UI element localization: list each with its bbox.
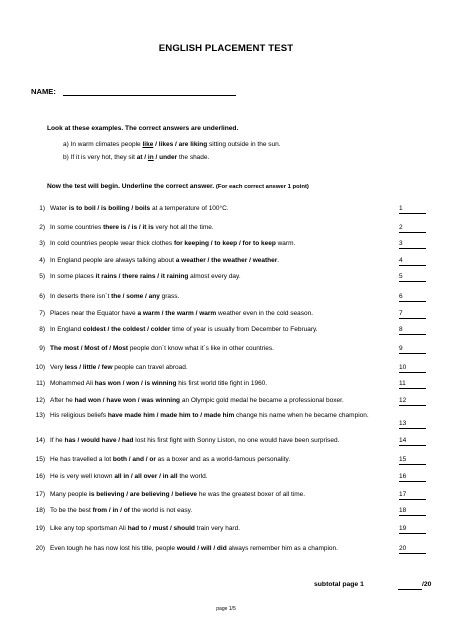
answer-blank[interactable]: 17	[399, 491, 426, 500]
question-text	[50, 293, 390, 301]
instructions-intro: Look at these examples. The correct answers are underlined.	[47, 125, 239, 132]
answer-blank[interactable]: 15	[399, 456, 426, 465]
question-number: 1)	[39, 205, 45, 212]
question-stem: His religious beliefs	[50, 412, 108, 419]
question-number: 19)	[35, 525, 45, 532]
question-stem-end: an Olympic gold medal he became a professional boxer.	[180, 397, 344, 404]
page-number: page 1/5	[216, 606, 236, 612]
question-stem-end: as a boxer and as a world-famous personality.	[155, 456, 291, 463]
answer-options[interactable]: both / and / or	[112, 456, 156, 463]
answer-options[interactable]: all in / all over / in all	[114, 473, 178, 480]
question-text	[50, 412, 390, 420]
question-text	[50, 224, 390, 232]
example-separator: /	[153, 141, 159, 148]
question-number: 14)	[35, 437, 45, 444]
question-stem: Water	[50, 205, 69, 212]
example-separator: /	[153, 154, 160, 161]
question-stem-end: change his name when he became champion.	[234, 412, 369, 419]
question-stem-end: grass.	[159, 293, 180, 300]
question-stem-end: the world is not easy.	[129, 507, 193, 514]
question-number: 11)	[36, 380, 45, 387]
question-stem-end: .	[277, 257, 280, 264]
question-number: 17)	[35, 491, 45, 498]
answer-options[interactable]: have made him / made him to / made him	[107, 412, 235, 419]
example-option: likes	[158, 141, 174, 148]
question-stem: He has travelled a lot	[50, 456, 113, 463]
question-stem-end: train very hard.	[194, 525, 241, 532]
question-stem: He is very well known	[50, 473, 115, 480]
example-option: under	[159, 154, 178, 161]
answer-options[interactable]: The most / Most of / Most	[50, 345, 128, 352]
question-number: 13)	[35, 412, 45, 419]
answer-blank[interactable]: 4	[399, 257, 426, 266]
question-text	[50, 456, 390, 464]
question-stem: Many people	[50, 491, 90, 498]
question-stem-end: almost every day.	[188, 273, 241, 280]
answer-blank[interactable]: 5	[399, 273, 426, 282]
question-text	[50, 545, 390, 553]
question-stem: In deserts there isn´t	[50, 293, 112, 300]
question-text	[50, 364, 390, 372]
question-stem: After he	[50, 397, 75, 404]
question-stem: Places near the Equator have	[50, 310, 138, 317]
question-stem-end: time of year is usually from December to February.	[170, 326, 318, 333]
answer-blank[interactable]: 20	[399, 545, 426, 554]
example-text: b) If it is very hot, they sit	[63, 154, 137, 161]
answer-options[interactable]: there is / is / it is	[103, 224, 154, 231]
question-text	[50, 491, 390, 499]
answer-options[interactable]: had won / have won / was winning	[74, 397, 181, 404]
answer-blank[interactable]: 1	[399, 205, 426, 214]
question-number: 5)	[39, 273, 45, 280]
name-label: NAME:	[31, 87, 56, 96]
answer-options[interactable]: has / would have / had	[64, 437, 134, 444]
question-text	[50, 240, 390, 248]
question-stem: In England	[50, 326, 83, 333]
answer-blank[interactable]: 12	[399, 397, 426, 406]
answer-blank[interactable]: 8	[399, 326, 426, 335]
question-text	[50, 397, 390, 405]
question-number: 3)	[39, 240, 45, 247]
answer-options[interactable]: a weather / the weather / weather	[175, 257, 278, 264]
answer-blank[interactable]: 9	[399, 345, 426, 354]
question-number: 2)	[39, 224, 45, 231]
answer-blank[interactable]: 19	[399, 525, 426, 534]
question-text	[50, 473, 390, 481]
question-stem: To be the best	[50, 507, 93, 514]
question-stem: Very	[50, 364, 65, 371]
question-stem-end: the world.	[177, 473, 208, 480]
question-number: 15)	[35, 456, 45, 463]
question-number: 8)	[39, 326, 45, 333]
page-title: ENGLISH PLACEMENT TEST	[158, 43, 294, 54]
answer-blank[interactable]: 6	[399, 293, 426, 302]
question-text	[50, 273, 390, 281]
answer-blank[interactable]: 16	[399, 473, 426, 482]
question-stem-end: always remember him as a champion.	[226, 545, 338, 552]
question-stem: If he	[50, 437, 65, 444]
example-b	[63, 154, 209, 161]
answer-options[interactable]: the / some / any	[111, 293, 160, 300]
question-number: 12)	[35, 397, 45, 404]
subtotal-field-line[interactable]	[398, 589, 422, 590]
subtotal-max: /20	[422, 581, 432, 588]
question-stem: In some countries	[50, 224, 104, 231]
answer-blank[interactable]: 18	[399, 507, 426, 516]
question-number: 7)	[39, 310, 45, 317]
question-text	[50, 326, 390, 334]
answer-options[interactable]: is believing / are believing / believe	[89, 491, 198, 498]
answer-blank[interactable]: 7	[399, 310, 426, 319]
question-number: 18)	[35, 507, 45, 514]
points-note: (For each correct answer 1 point)	[215, 184, 309, 190]
question-number: 6)	[39, 293, 45, 300]
question-stem-end: weather even in the cold season.	[216, 310, 314, 317]
answer-blank[interactable]: 2	[399, 224, 426, 233]
answer-options[interactable]: from / in / of	[92, 507, 130, 514]
question-number: 10)	[35, 364, 45, 371]
example-option: at	[136, 154, 143, 161]
answer-blank[interactable]: 13	[399, 420, 426, 429]
answer-blank[interactable]: 14	[399, 437, 426, 446]
question-stem: Mohammed Ali	[50, 380, 95, 387]
example-separator: /	[173, 141, 179, 148]
example-separator: /	[142, 154, 148, 161]
question-text	[50, 437, 390, 445]
question-text	[50, 380, 390, 388]
question-stem-end: warm.	[275, 240, 296, 247]
answer-options[interactable]: had to / must / should	[127, 525, 195, 532]
question-stem: In England people are always talking about	[50, 257, 176, 264]
example-a	[63, 141, 281, 148]
question-number: 4)	[39, 257, 45, 264]
question-text	[50, 525, 390, 533]
question-text	[50, 257, 390, 265]
question-stem: In cold countries people wear thick clothes	[50, 240, 174, 247]
answer-options[interactable]: a warm / the warm / warm	[137, 310, 217, 317]
answer-options[interactable]: coldest / the coldest / colder	[82, 326, 171, 333]
question-stem-end: very hot all the time.	[153, 224, 214, 231]
question-stem-end: he was the greatest boxer of all time.	[197, 491, 306, 498]
answer-blank[interactable]: 10	[399, 364, 426, 373]
answer-options[interactable]: would / will / did	[176, 545, 227, 552]
example-text: a) In warm climates people	[63, 141, 143, 148]
answer-options[interactable]: has won / won / is winning	[94, 380, 177, 387]
question-stem: Like any top sportsman Ali	[50, 525, 128, 532]
question-stem: Even tough he has now lost his title, people	[50, 545, 177, 552]
question-text	[50, 345, 390, 353]
question-text	[50, 310, 390, 318]
example-text: the shade.	[177, 154, 210, 161]
answer-blank[interactable]: 11	[399, 380, 426, 389]
answer-options[interactable]: for keeping / to keep / for to keep	[173, 240, 276, 247]
question-stem-end: his first world title fight in 1960.	[176, 380, 268, 387]
question-number: 9)	[39, 345, 45, 352]
answer-options[interactable]: is to boil / is boiling / boils	[68, 205, 151, 212]
question-stem: In some places	[50, 273, 96, 280]
answer-options[interactable]: it rains / there rains / it raining	[95, 273, 189, 280]
begin-text: Now the test will begin. Underline the correct answer.	[47, 183, 216, 190]
question-stem-end: lost his first fight with Sonny Liston, no one would have been surprised.	[133, 437, 340, 444]
question-number: 20)	[35, 545, 45, 552]
answer-options[interactable]: less / little / few	[64, 364, 113, 371]
test-instructions	[47, 183, 309, 190]
example-option: are liking	[178, 141, 208, 148]
example-option: like	[142, 141, 154, 148]
question-stem-end: people don´t know what it´s like in other countries.	[128, 345, 274, 352]
question-text	[50, 205, 390, 213]
question-stem-end: people can travel abroad.	[112, 364, 188, 371]
answer-blank[interactable]: 3	[399, 240, 426, 249]
question-text	[50, 507, 390, 515]
question-number: 16)	[35, 473, 45, 480]
subtotal-label: subtotal page 1	[314, 581, 364, 588]
example-option: in	[147, 154, 154, 161]
example-text: sitting outside in the sun.	[207, 141, 281, 148]
name-field-line[interactable]	[63, 95, 236, 96]
question-stem-end: at a temperature of 100°C.	[150, 205, 229, 212]
